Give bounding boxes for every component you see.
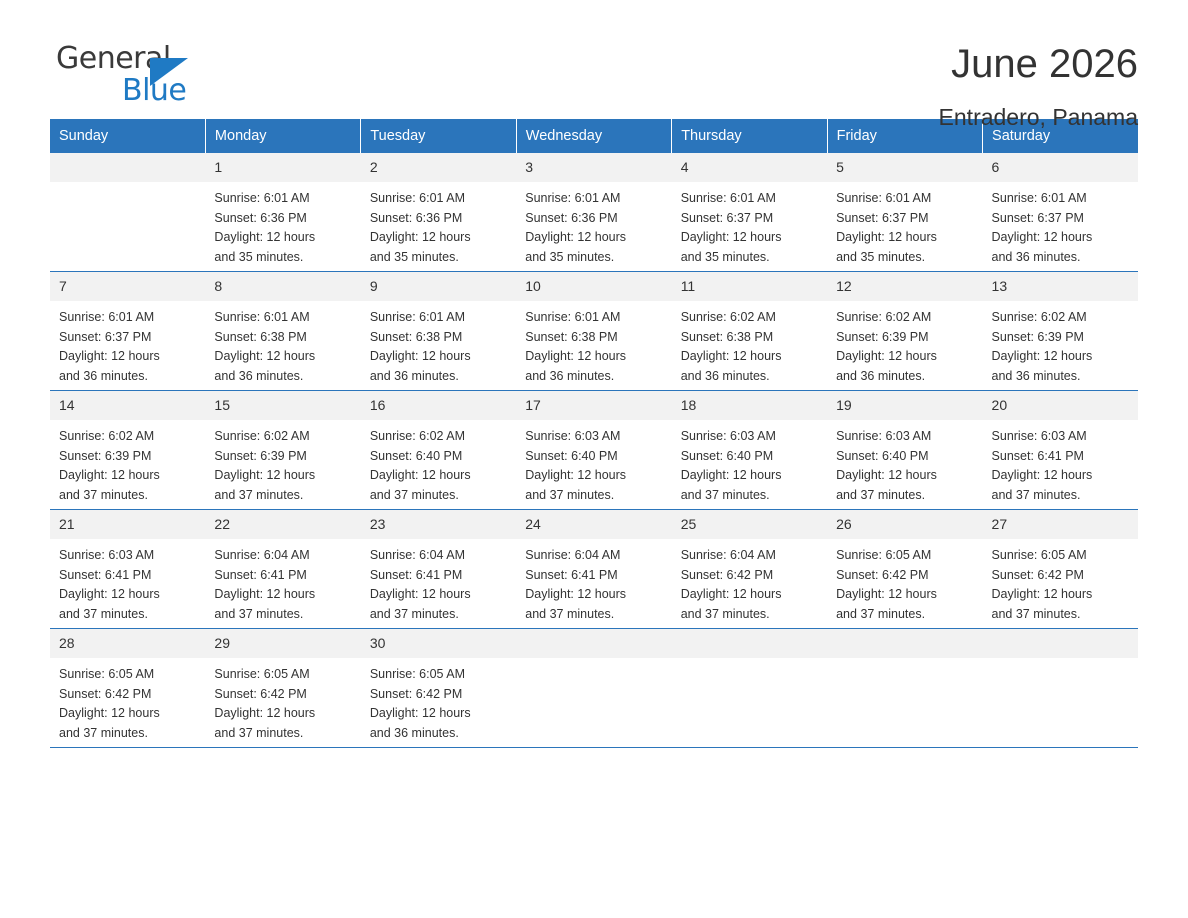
day-cell-inner <box>672 272 827 390</box>
calendar-day-cell[interactable] <box>672 510 827 629</box>
calendar-day-cell[interactable] <box>672 272 827 391</box>
day-detail-line: Sunset: 6:41 PM <box>214 567 307 582</box>
day-cell-inner <box>516 391 671 509</box>
calendar-day-cell[interactable] <box>983 391 1138 510</box>
day-cell-inner <box>50 510 205 628</box>
day-detail-line: Daylight: 12 hours <box>59 468 160 482</box>
day-detail-line: and 37 minutes. <box>59 487 148 502</box>
day-details <box>50 420 205 505</box>
day-detail-line: Sunrise: 6:01 AM <box>525 191 621 205</box>
day-detail-line: and 35 minutes. <box>836 249 926 264</box>
day-detail-line: Sunset: 6:38 PM <box>369 329 463 344</box>
day-cell-inner <box>827 272 982 390</box>
weekday-header-thursday: Thursday <box>672 119 827 153</box>
day-cell-inner <box>50 153 205 271</box>
day-cell-inner <box>983 629 1138 747</box>
day-cell-inner <box>516 153 671 271</box>
day-detail-line: Sunrise: 6:05 AM <box>369 667 466 681</box>
day-detail-line: and 37 minutes. <box>680 606 770 621</box>
calendar-day-cell[interactable] <box>205 153 360 272</box>
weekday-header-wednesday: Wednesday <box>516 119 671 153</box>
day-detail-line: Daylight: 12 hours <box>680 230 782 244</box>
day-cell-inner <box>361 391 516 509</box>
day-cell-inner <box>205 510 360 628</box>
day-details <box>205 301 360 386</box>
day-detail-line: Sunset: 6:42 PM <box>991 567 1084 582</box>
day-detail-line: and 36 minutes. <box>369 725 459 740</box>
day-number: 3 <box>516 153 671 182</box>
calendar-day-cell[interactable] <box>516 391 671 510</box>
day-detail-line: Sunset: 6:40 PM <box>680 448 774 463</box>
day-detail-line: Daylight: 12 hours <box>991 468 1093 482</box>
day-number: 4 <box>672 153 827 182</box>
day-details <box>50 658 205 743</box>
day-detail-line: Daylight: 12 hours <box>59 706 160 720</box>
day-detail-line: Sunset: 6:42 PM <box>59 686 152 701</box>
day-details <box>672 301 827 386</box>
calendar-day-cell[interactable] <box>827 510 982 629</box>
calendar-empty-cell <box>983 629 1138 748</box>
day-detail-line: Daylight: 12 hours <box>214 706 316 720</box>
calendar-day-cell[interactable] <box>516 510 671 629</box>
day-detail-line: Sunrise: 6:02 AM <box>680 310 776 324</box>
calendar-empty-cell <box>50 153 205 272</box>
calendar-day-cell[interactable] <box>205 629 360 748</box>
day-detail-line: Daylight: 12 hours <box>525 468 627 482</box>
day-detail-line: and 37 minutes. <box>525 487 615 502</box>
day-detail-line: Sunset: 6:39 PM <box>991 329 1084 344</box>
day-number: 26 <box>827 510 982 539</box>
day-detail-line: Sunrise: 6:01 AM <box>991 191 1087 205</box>
day-detail-line: and 36 minutes. <box>525 368 615 383</box>
calendar-day-cell[interactable] <box>205 391 360 510</box>
day-number <box>516 629 671 658</box>
calendar-week-row <box>50 629 1138 748</box>
weekday-header-friday: Friday <box>827 119 982 153</box>
day-detail-line: and 36 minutes. <box>991 249 1081 264</box>
day-detail-line: and 37 minutes. <box>680 487 770 502</box>
day-detail-line: Daylight: 12 hours <box>369 706 471 720</box>
day-number: 24 <box>516 510 671 539</box>
day-cell-inner <box>827 153 982 271</box>
day-detail-line: Sunrise: 6:04 AM <box>214 548 310 562</box>
day-detail-line: Daylight: 12 hours <box>59 587 160 601</box>
calendar-day-cell[interactable] <box>983 272 1138 391</box>
calendar-day-cell[interactable] <box>50 391 205 510</box>
logo-triangle-icon <box>150 58 188 86</box>
calendar-week-row <box>50 272 1138 391</box>
day-detail-line: Daylight: 12 hours <box>59 349 160 363</box>
day-detail-line: Sunset: 6:40 PM <box>836 448 929 463</box>
day-cell-inner <box>516 510 671 628</box>
day-details <box>50 301 205 386</box>
day-number: 9 <box>361 272 516 301</box>
day-cell-inner <box>50 629 205 747</box>
day-detail-line: Sunset: 6:38 PM <box>680 329 774 344</box>
day-detail-line: Sunset: 6:37 PM <box>680 210 774 225</box>
day-cell-inner <box>516 629 671 747</box>
day-detail-line: and 37 minutes. <box>369 606 459 621</box>
day-number: 27 <box>983 510 1138 539</box>
calendar-empty-cell <box>516 629 671 748</box>
day-number: 23 <box>361 510 516 539</box>
day-detail-line: Daylight: 12 hours <box>991 587 1093 601</box>
day-number: 21 <box>50 510 205 539</box>
calendar-day-cell[interactable] <box>50 629 205 748</box>
day-detail-line: Sunset: 6:39 PM <box>214 448 307 463</box>
day-number: 14 <box>50 391 205 420</box>
day-cell-inner <box>672 510 827 628</box>
day-details <box>205 658 360 743</box>
day-detail-line: and 35 minutes. <box>525 249 615 264</box>
day-details <box>827 182 982 267</box>
day-detail-line: Daylight: 12 hours <box>836 587 937 601</box>
day-details <box>672 182 827 267</box>
logo-text-blue: Blue <box>122 73 187 108</box>
calendar-day-cell[interactable] <box>50 510 205 629</box>
calendar-day-cell[interactable] <box>827 153 982 272</box>
day-detail-line: Daylight: 12 hours <box>369 230 471 244</box>
day-detail-line: Sunrise: 6:05 AM <box>836 548 932 562</box>
day-cell-inner <box>361 629 516 747</box>
calendar-day-cell[interactable] <box>516 272 671 391</box>
day-detail-line: and 37 minutes. <box>991 606 1081 621</box>
day-detail-line: Sunset: 6:42 PM <box>680 567 774 582</box>
day-cell-inner <box>983 272 1138 390</box>
day-detail-line: Sunset: 6:41 PM <box>525 567 618 582</box>
day-detail-line: Daylight: 12 hours <box>369 468 471 482</box>
day-detail-line: and 37 minutes. <box>214 725 304 740</box>
day-number: 18 <box>672 391 827 420</box>
day-detail-line: Sunrise: 6:01 AM <box>680 191 776 205</box>
day-detail-line: Sunrise: 6:01 AM <box>214 191 310 205</box>
day-details <box>516 182 671 267</box>
day-details <box>516 539 671 624</box>
day-detail-line: and 36 minutes. <box>369 368 459 383</box>
day-detail-line: Sunset: 6:41 PM <box>59 567 152 582</box>
day-cell-inner <box>50 272 205 390</box>
day-cell-inner <box>827 629 982 747</box>
calendar-day-cell[interactable] <box>827 272 982 391</box>
day-detail-line: Sunrise: 6:02 AM <box>214 429 310 443</box>
calendar-day-cell[interactable] <box>827 391 982 510</box>
day-cell-inner <box>361 153 516 271</box>
day-detail-line: Sunset: 6:39 PM <box>836 329 929 344</box>
day-details <box>827 420 982 505</box>
day-detail-line: Sunset: 6:38 PM <box>214 329 307 344</box>
calendar-day-cell[interactable] <box>205 272 360 391</box>
day-cell-inner <box>827 510 982 628</box>
day-detail-line: and 36 minutes. <box>680 368 770 383</box>
day-cell-inner <box>672 629 827 747</box>
day-detail-line: Sunrise: 6:01 AM <box>214 310 310 324</box>
day-detail-line: Sunrise: 6:04 AM <box>369 548 466 562</box>
day-detail-line: Daylight: 12 hours <box>525 349 627 363</box>
day-detail-line: and 35 minutes. <box>680 249 770 264</box>
day-detail-line: Sunset: 6:37 PM <box>991 210 1084 225</box>
day-detail-line: Sunrise: 6:04 AM <box>680 548 776 562</box>
day-details <box>672 539 827 624</box>
day-detail-line: Sunset: 6:40 PM <box>369 448 463 463</box>
day-number: 7 <box>50 272 205 301</box>
day-details <box>672 420 827 505</box>
day-detail-line: Daylight: 12 hours <box>214 349 316 363</box>
day-number: 6 <box>983 153 1138 182</box>
calendar-empty-cell <box>827 629 982 748</box>
day-detail-line: and 37 minutes. <box>369 487 459 502</box>
day-detail-line: Daylight: 12 hours <box>680 468 782 482</box>
day-detail-line: and 36 minutes. <box>836 368 926 383</box>
day-detail-line: Sunrise: 6:02 AM <box>369 429 466 443</box>
day-detail-line: and 36 minutes. <box>214 368 304 383</box>
day-number: 20 <box>983 391 1138 420</box>
calendar-day-cell[interactable] <box>672 391 827 510</box>
day-details <box>983 301 1138 386</box>
day-detail-line: Sunset: 6:41 PM <box>991 448 1084 463</box>
calendar-empty-cell <box>672 629 827 748</box>
day-detail-line: Sunrise: 6:03 AM <box>836 429 932 443</box>
day-number <box>827 629 982 658</box>
day-detail-line: Daylight: 12 hours <box>214 468 316 482</box>
day-details <box>361 182 516 267</box>
day-detail-line: Sunset: 6:36 PM <box>369 210 463 225</box>
calendar-day-cell[interactable] <box>983 153 1138 272</box>
day-number: 8 <box>205 272 360 301</box>
day-detail-line: Sunrise: 6:02 AM <box>836 310 932 324</box>
day-detail-line: Daylight: 12 hours <box>991 230 1093 244</box>
day-cell-inner <box>983 391 1138 509</box>
day-number: 13 <box>983 272 1138 301</box>
day-detail-line: Sunset: 6:37 PM <box>836 210 929 225</box>
day-number: 2 <box>361 153 516 182</box>
logo-text-general: General <box>56 41 171 76</box>
day-detail-line: Sunrise: 6:05 AM <box>214 667 310 681</box>
calendar-day-cell[interactable] <box>361 153 516 272</box>
day-number: 10 <box>516 272 671 301</box>
day-cell-inner <box>672 391 827 509</box>
day-number <box>50 153 205 182</box>
day-detail-line: Sunset: 6:42 PM <box>836 567 929 582</box>
day-detail-line: Daylight: 12 hours <box>680 349 782 363</box>
day-detail-line: Daylight: 12 hours <box>214 230 316 244</box>
day-number: 22 <box>205 510 360 539</box>
day-cell-inner <box>205 391 360 509</box>
day-cell-inner <box>516 272 671 390</box>
page-header <box>50 0 1138 130</box>
day-cell-inner <box>827 391 982 509</box>
day-number: 1 <box>205 153 360 182</box>
day-number: 30 <box>361 629 516 658</box>
calendar-week-row <box>50 510 1138 629</box>
day-detail-line: and 35 minutes. <box>214 249 304 264</box>
day-details <box>983 539 1138 624</box>
weekday-header-monday: Monday <box>205 119 360 153</box>
day-detail-line: Sunset: 6:41 PM <box>369 567 463 582</box>
day-detail-line: Sunrise: 6:03 AM <box>59 548 155 562</box>
day-cell-inner <box>983 153 1138 271</box>
day-details <box>983 420 1138 505</box>
day-detail-line: and 35 minutes. <box>369 249 459 264</box>
day-detail-line: Sunrise: 6:02 AM <box>59 429 155 443</box>
day-details <box>827 539 982 624</box>
day-detail-line: Daylight: 12 hours <box>836 230 937 244</box>
day-detail-line: and 37 minutes. <box>836 487 926 502</box>
day-cell-inner <box>205 272 360 390</box>
day-detail-line: Sunrise: 6:01 AM <box>525 310 621 324</box>
day-detail-line: Sunrise: 6:03 AM <box>525 429 621 443</box>
day-detail-line: Sunrise: 6:04 AM <box>525 548 621 562</box>
day-detail-line: Sunrise: 6:03 AM <box>680 429 776 443</box>
day-number <box>672 629 827 658</box>
day-number: 25 <box>672 510 827 539</box>
day-number: 16 <box>361 391 516 420</box>
day-number: 12 <box>827 272 982 301</box>
day-number: 17 <box>516 391 671 420</box>
day-cell-inner <box>205 153 360 271</box>
calendar-day-cell[interactable] <box>205 510 360 629</box>
day-details <box>983 182 1138 267</box>
day-details <box>205 420 360 505</box>
day-detail-line: Sunrise: 6:01 AM <box>59 310 155 324</box>
calendar-week-row <box>50 391 1138 510</box>
day-detail-line: Sunset: 6:42 PM <box>214 686 307 701</box>
day-detail-line: Sunset: 6:42 PM <box>369 686 463 701</box>
day-detail-line: Daylight: 12 hours <box>525 230 627 244</box>
day-detail-line: Sunrise: 6:01 AM <box>836 191 932 205</box>
calendar-day-cell[interactable] <box>361 510 516 629</box>
day-detail-line: Daylight: 12 hours <box>680 587 782 601</box>
day-cell-inner <box>361 510 516 628</box>
day-cell-inner <box>50 391 205 509</box>
day-detail-line: Sunset: 6:38 PM <box>525 329 618 344</box>
day-detail-line: Sunrise: 6:01 AM <box>369 191 466 205</box>
day-number: 28 <box>50 629 205 658</box>
day-detail-line: Sunset: 6:36 PM <box>214 210 307 225</box>
day-details <box>516 301 671 386</box>
calendar-table <box>50 119 1138 748</box>
calendar-body <box>50 153 1138 748</box>
day-number <box>983 629 1138 658</box>
weekday-header-saturday: Saturday <box>983 119 1138 153</box>
day-details <box>516 420 671 505</box>
location-subtitle: Entradero, Panama <box>938 104 1138 130</box>
generalblue-logo <box>50 41 187 108</box>
day-detail-line: Sunset: 6:39 PM <box>59 448 152 463</box>
day-detail-line: and 37 minutes. <box>836 606 926 621</box>
title-block <box>939 44 1138 131</box>
day-detail-line: Daylight: 12 hours <box>214 587 316 601</box>
calendar-day-cell[interactable] <box>672 153 827 272</box>
day-detail-line: Sunrise: 6:03 AM <box>991 429 1087 443</box>
calendar-day-cell[interactable] <box>50 272 205 391</box>
day-number: 5 <box>827 153 982 182</box>
day-details <box>50 539 205 624</box>
day-detail-line: Daylight: 12 hours <box>369 349 471 363</box>
day-detail-line: Daylight: 12 hours <box>369 587 471 601</box>
day-cell-inner <box>205 629 360 747</box>
day-detail-line: Sunset: 6:37 PM <box>59 329 152 344</box>
day-cell-inner <box>672 153 827 271</box>
day-detail-line: Sunrise: 6:05 AM <box>59 667 155 681</box>
day-detail-line: Sunrise: 6:02 AM <box>991 310 1087 324</box>
day-detail-line: and 37 minutes. <box>214 487 304 502</box>
day-details <box>361 420 516 505</box>
day-detail-line: and 37 minutes. <box>525 606 615 621</box>
day-detail-line: Daylight: 12 hours <box>991 349 1093 363</box>
day-detail-line: Daylight: 12 hours <box>836 468 937 482</box>
day-detail-line: and 36 minutes. <box>59 368 148 383</box>
day-detail-line: Sunset: 6:36 PM <box>525 210 618 225</box>
day-detail-line: and 37 minutes. <box>59 725 148 740</box>
day-number: 19 <box>827 391 982 420</box>
day-detail-line: and 37 minutes. <box>991 487 1081 502</box>
day-details <box>361 658 516 743</box>
calendar-day-cell[interactable] <box>361 629 516 748</box>
calendar-day-cell[interactable] <box>361 272 516 391</box>
day-details <box>827 301 982 386</box>
day-detail-line: and 37 minutes. <box>214 606 304 621</box>
day-number: 29 <box>205 629 360 658</box>
day-detail-line: and 36 minutes. <box>991 368 1081 383</box>
day-detail-line: Sunrise: 6:05 AM <box>991 548 1087 562</box>
page-title: June 2026 <box>951 42 1138 86</box>
calendar-day-cell[interactable] <box>983 510 1138 629</box>
day-details <box>205 182 360 267</box>
day-details <box>205 539 360 624</box>
day-cell-inner <box>983 510 1138 628</box>
calendar-week-row <box>50 153 1138 272</box>
weekday-header-tuesday: Tuesday <box>361 119 516 153</box>
day-details <box>361 301 516 386</box>
day-detail-line: Daylight: 12 hours <box>525 587 627 601</box>
weekday-header-sunday: Sunday <box>50 119 205 153</box>
day-detail-line: Sunset: 6:40 PM <box>525 448 618 463</box>
day-details <box>361 539 516 624</box>
day-detail-line: Sunrise: 6:01 AM <box>369 310 466 324</box>
day-detail-line: and 37 minutes. <box>59 606 148 621</box>
day-number: 11 <box>672 272 827 301</box>
calendar-day-cell[interactable] <box>516 153 671 272</box>
day-detail-line: Daylight: 12 hours <box>836 349 937 363</box>
day-number: 15 <box>205 391 360 420</box>
calendar-day-cell[interactable] <box>361 391 516 510</box>
day-cell-inner <box>361 272 516 390</box>
